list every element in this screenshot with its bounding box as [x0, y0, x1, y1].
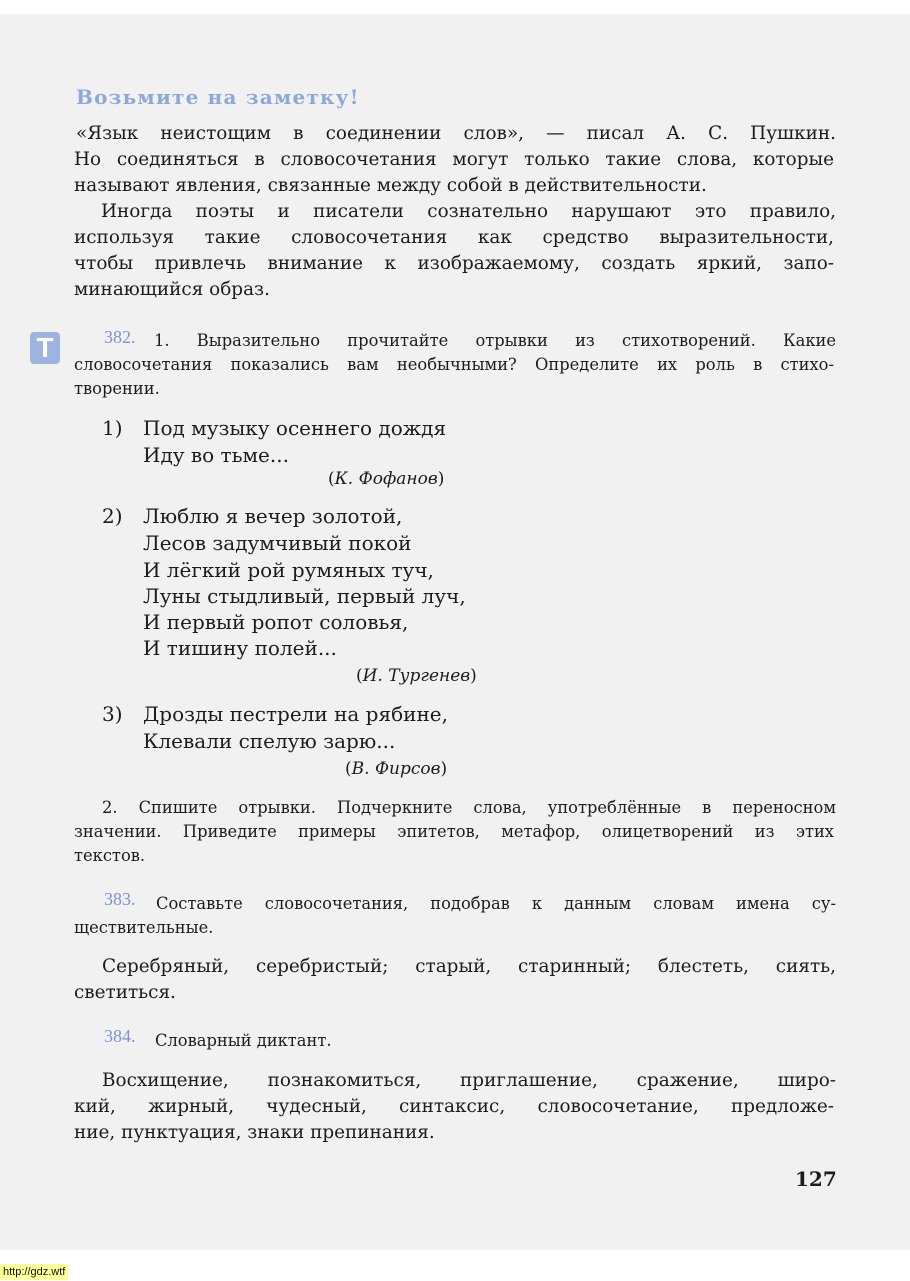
poem-2-line-5: И первый ропот соловья, [143, 610, 409, 634]
poem-2-author-name: И. Тургенев [362, 666, 471, 686]
poem-2-line-6: И тишину полей... [143, 636, 337, 660]
poem-3-author: (В. Фирсов) [345, 759, 448, 779]
exercise-384-task: Словарный диктант. [155, 1031, 332, 1050]
note-heading: Возьмите на заметку! [76, 85, 360, 109]
poem-2-line-2: Лесов задумчивый покой [143, 531, 412, 555]
note-paragraph-2-line-2: используя такие словосочетания как средство выразительности, [74, 227, 834, 248]
note-paragraph-1-line-2: Но соединяться в словосочетания могут только такие слова, которые [74, 149, 834, 170]
exercise-384-words-line-3: ние, пунктуация, знаки препинания. [74, 1122, 435, 1143]
note-paragraph-1-line-1: «Язык неистощим в соединении слов», — писал А. С. Пушкин. [76, 123, 836, 144]
exercise-382-task1-line-2: словосочетания показались вам необычными? Определите их роль в стихо- [74, 355, 834, 374]
page-number: 127 [795, 1167, 837, 1191]
poem-1-line-2: Иду во тьме... [143, 443, 289, 467]
exercise-383-words-line-1: Серебряный, серебристый; старый, старинный; блестеть, сиять, [102, 956, 836, 977]
exercise-382-number: 382. [104, 327, 136, 347]
exercise-382-task1-line-1: 1. Выразительно прочитайте отрывки из стихотворений. Какие [154, 331, 836, 350]
poem-1-number: 1) [102, 416, 123, 440]
exercise-382-task2-line-2: значении. Приведите примеры эпитетов, метафор, олицетворений из этих [74, 822, 834, 841]
note-paragraph-2-line-1: Иногда поэты и писатели сознательно нарушают это правило, [101, 201, 836, 222]
exercise-383-task-line-2: ществительные. [74, 918, 214, 937]
poem-2-author: (И. Тургенев) [356, 666, 477, 686]
poem-3-line-1: Дрозды пестрели на рябине, [143, 702, 448, 726]
poem-1-line-1: Под музыку осеннего дождя [143, 416, 447, 440]
poem-1-author: (К. Фофанов) [328, 469, 445, 489]
exercise-383-task-line-1: Составьте словосочетания, подобрав к данным словам имена су- [156, 894, 836, 913]
note-paragraph-2-line-4: минающийся образ. [74, 279, 270, 300]
note-paragraph-2-line-3: чтобы привлечь внимание к изображаемому, создать яркий, запо- [74, 253, 834, 274]
poem-3-number: 3) [102, 702, 123, 726]
poem-3-line-2: Клевали спелую зарю... [143, 729, 396, 753]
poem-2-line-1: Люблю я вечер золотой, [143, 504, 403, 528]
exercise-382-task2-line-3: текстов. [74, 846, 146, 865]
exercise-384-words-line-1: Восхищение, познакомиться, приглашение, сражение, широ- [102, 1070, 836, 1091]
text-task-icon: Т [30, 332, 60, 364]
note-paragraph-1-line-3: называют явления, связанные между собой в действительности. [74, 175, 707, 196]
exercise-382-task1-line-3: творении. [74, 379, 160, 398]
exercise-384-words-line-2: кий, жирный, чудесный, синтаксис, словосочетание, предложе- [74, 1096, 834, 1117]
poem-1-author-name: К. Фофанов [334, 469, 438, 489]
exercise-384-number: 384. [104, 1026, 136, 1046]
poem-2-number: 2) [102, 504, 123, 528]
poem-2-line-4: Луны стыдливый, первый луч, [143, 584, 466, 608]
textbook-page [0, 14, 910, 1250]
exercise-382-task2-line-1: 2. Спишите отрывки. Подчеркните слова, употреблённые в переносном [102, 798, 836, 817]
exercise-383-words-line-2: светиться. [74, 982, 176, 1003]
poem-2-line-3: И лёгкий рой румяных туч, [143, 558, 434, 582]
source-url-label[interactable]: http://gdz.wtf [0, 1264, 68, 1280]
exercise-383-number: 383. [104, 889, 136, 909]
poem-3-author-name: В. Фирсов [351, 759, 441, 779]
